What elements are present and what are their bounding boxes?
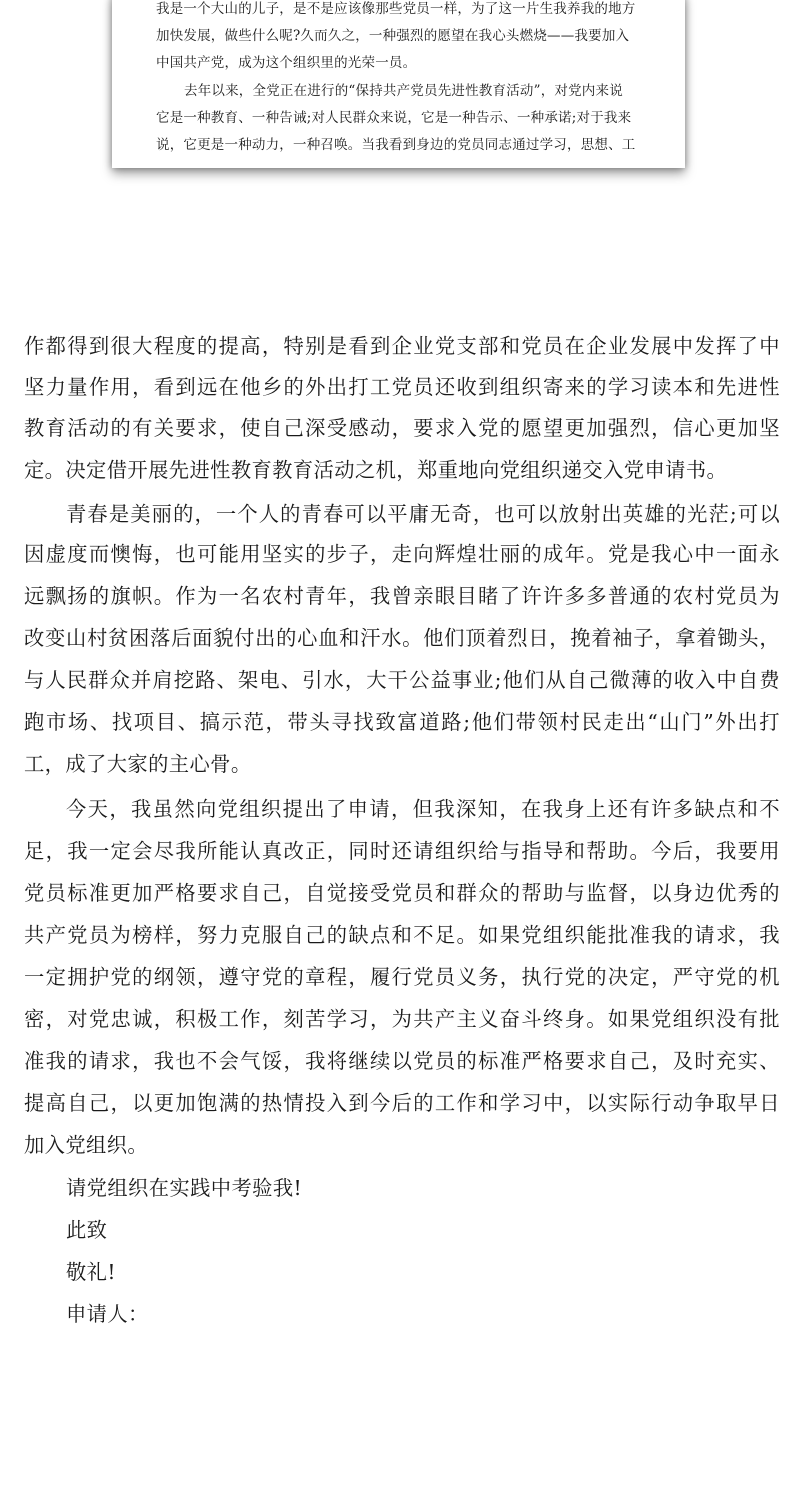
preview-line: 说，它更是一种动力，一种召唤。当我看到身边的党员同志通过学习，思想、工 xyxy=(156,137,636,153)
body-line: 共产党员为榜样，努力克服自己的缺点和不足。如果党组织能批准我的请求，我 xyxy=(24,923,780,947)
body-line: 一定拥护党的纲领，遵守党的章程，履行党员义务，执行党的决定，严守党的机 xyxy=(24,965,780,989)
body-line: 教育活动的有关要求，使自己深受感动，要求入党的愿望更加强烈，信心更加坚 xyxy=(24,416,780,440)
body-line: 与人民群众并肩挖路、架电、引水，大干公益事业;他们从自己微薄的收入中自费 xyxy=(24,668,780,692)
preview-line: 它是一种教育、一种告诫;对人民群众来说，它是一种告示、一种承诺;对于我来 xyxy=(156,110,632,126)
body-line: 提高自己，以更加饱满的热情投入到今后的工作和学习中，以实际行动争取早日 xyxy=(24,1091,780,1115)
body-line: 跑市场、找项目、搞示范，带头寻找致富道路;他们带领村民走出“山门”外出打 xyxy=(24,710,780,734)
body-line: 党员标准更加严格要求自己，自觉接受党员和群众的帮助与监督，以身边优秀的 xyxy=(24,881,780,905)
body-line: 加入党组织。 xyxy=(24,1133,149,1157)
body-line: 改变山村贫困落后面貌付出的心血和汗水。他们顶着烈日，挽着袖子，拿着锄头， xyxy=(24,626,780,650)
body-line: 作都得到很大程度的提高，特别是看到企业党支部和党员在企业发展中发挥了中 xyxy=(24,334,780,358)
closing-line: 请党组织在实践中考验我! xyxy=(66,1176,303,1200)
body-line: 因虚度而懊悔，也可能用坚实的步子，走向辉煌壮丽的成年。党是我心中一面永 xyxy=(24,542,780,566)
body-line: 远飘扬的旗帜。作为一名农村青年，我曾亲眼目睹了许许多多普通的农村党员为 xyxy=(24,584,780,608)
preview-line: 中国共产党，成为这个组织里的光荣一员。 xyxy=(156,55,417,71)
body-line: 密，对党忠诚，积极工作，刻苦学习，为共产主义奋斗终身。如果党组织没有批 xyxy=(24,1007,780,1031)
salutation-line: 敬礼! xyxy=(66,1260,116,1284)
body-line: 青春是美丽的，一个人的青春可以平庸无奇，也可以放射出英雄的光茫;可以 xyxy=(66,502,780,526)
body-line: 准我的请求，我也不会气馁，我将继续以党员的标准严格要求自己，及时充实、 xyxy=(24,1049,780,1073)
signature-line: 申请人： xyxy=(66,1302,149,1326)
body-line: 工，成了大家的主心骨。 xyxy=(24,752,252,776)
body-line: 足，我一定会尽我所能认真改正，同时还请组织给与指导和帮助。今后，我要用 xyxy=(24,839,780,863)
preview-line: 去年以来，全党正在进行的“保持共产党员先进性教育活动”，对党内来说 xyxy=(184,83,623,99)
body-line: 今天，我虽然向党组织提出了申请，但我深知，在我身上还有许多缺点和不 xyxy=(66,797,780,821)
preview-line: 加快发展，做些什么呢?久而久之，一种强烈的愿望在我心头燃烧——我要加入 xyxy=(156,28,630,44)
preview-line: 我是一个大山的儿子，是不是应该像那些党员一样，为了这一片生我养我的地方 xyxy=(156,1,636,17)
salutation-line: 此致 xyxy=(66,1218,108,1242)
body-line: 定。决定借开展先进性教育教育活动之机，郑重地向党组织递交入党申请书。 xyxy=(24,458,728,482)
body-line: 坚力量作用，看到远在他乡的外出打工党员还收到组织寄来的学习读本和先进性 xyxy=(24,375,780,399)
document-preview-card xyxy=(112,0,685,168)
